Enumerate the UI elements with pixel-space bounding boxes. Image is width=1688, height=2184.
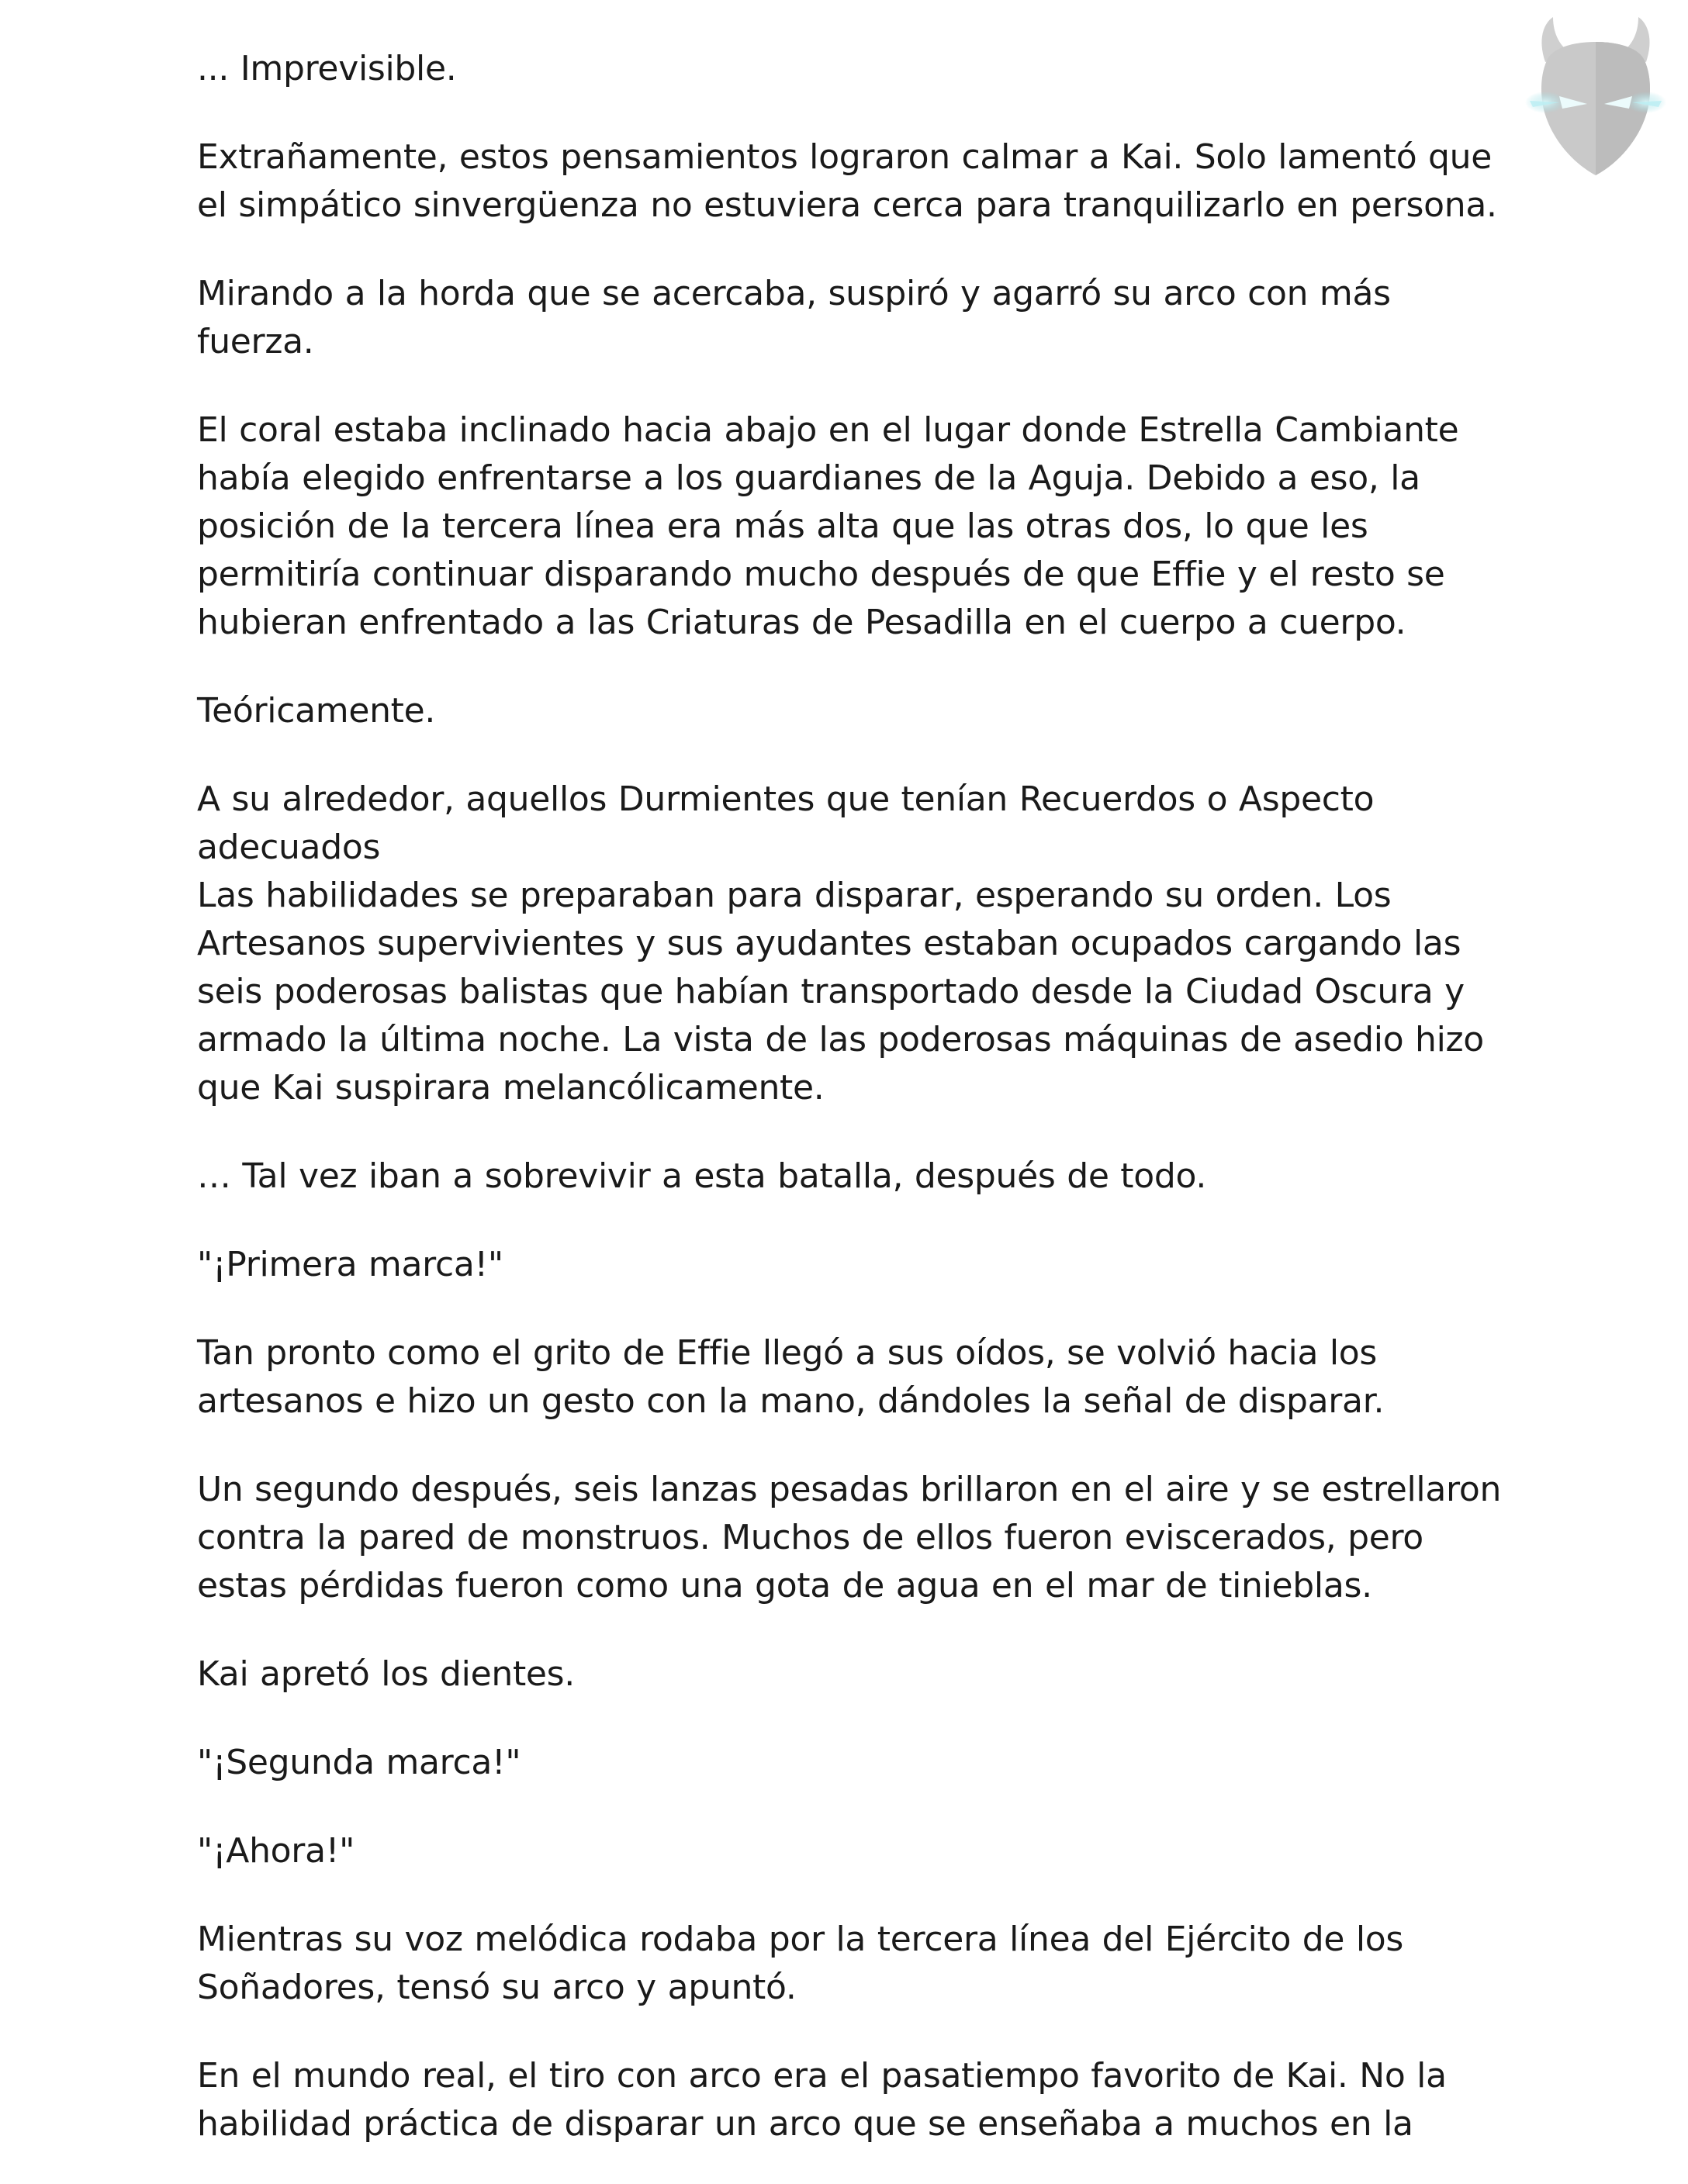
text-column bbox=[197, 45, 1516, 2148]
paragraph: Tan pronto como el grito de Effie llegó a sus oídos, se volvió hacia los artesanos e hizo un gesto con la mano, dándoles la señal de disparar. bbox=[197, 1333, 1385, 1421]
paragraph: Teóricamente. bbox=[197, 691, 436, 731]
paragraph: … Tal vez iban a sobrevivir a esta batalla, después de todo. bbox=[197, 1156, 1207, 1196]
paragraph: Kai apretó los dientes. bbox=[197, 1654, 575, 1694]
paragraph: "¡Primera marca!" bbox=[197, 1245, 503, 1284]
paragraph: En el mundo real, el tiro con arco era el pasatiempo favorito de Kai. No la habilidad práctica de disparar un arco que se enseñaba a muchos en la bbox=[197, 2056, 1447, 2144]
paragraph: Las habilidades se preparaban para disparar, esperando su orden. Los Artesanos supervivientes y sus ayudantes estaban ocupados cargando las seis poderosas balistas que habían transportado desde la Ciudad Oscura y armado la última noche. La vista de las poderosas máquinas de asedio hizo que Kai suspirara melancólicamente. bbox=[197, 876, 1484, 1108]
paragraph: Mirando a la horda que se acercaba, suspiró y agarró su arco con más fuerza. bbox=[197, 274, 1391, 361]
paragraph: Extrañamente, estos pensamientos lograron calmar a Kai. Solo lamentó que el simpático sinvergüenza no estuviera cerca para tranquilizarlo en persona. bbox=[197, 137, 1497, 225]
paragraph: "¡Ahora!" bbox=[197, 1831, 355, 1871]
demon-head-logo-icon bbox=[1522, 16, 1669, 186]
paragraph: A su alrededor, aquellos Durmientes que tenían Recuerdos o Aspecto adecuados bbox=[197, 779, 1375, 867]
paragraph: El coral estaba inclinado hacia abajo en el lugar donde Estrella Cambiante había elegido enfrentarse a los guardianes de la Aguja. Debido a eso, la posición de la tercera línea era más alta que las otras dos, lo que les permitiría continuar disparando mucho después de que Effie y el resto se hubieran enfrentado a las Criaturas de Pesadilla en el cuerpo a cuerpo. bbox=[197, 410, 1459, 642]
paragraph: Mientras su voz melódica rodaba por la tercera línea del Ejército de los Soñadores, tensó su arco y apuntó. bbox=[197, 1920, 1404, 2007]
paragraph: Un segundo después, seis lanzas pesadas brillaron en el aire y se estrellaron contra la pared de monstruos. Muchos de ellos fueron eviscerados, pero estas pérdidas fueron como una gota de agua en el mar de tinieblas. bbox=[197, 1470, 1502, 1605]
paragraph: ... Imprevisible. bbox=[197, 49, 457, 88]
paragraph: "¡Segunda marca!" bbox=[197, 1743, 521, 1782]
